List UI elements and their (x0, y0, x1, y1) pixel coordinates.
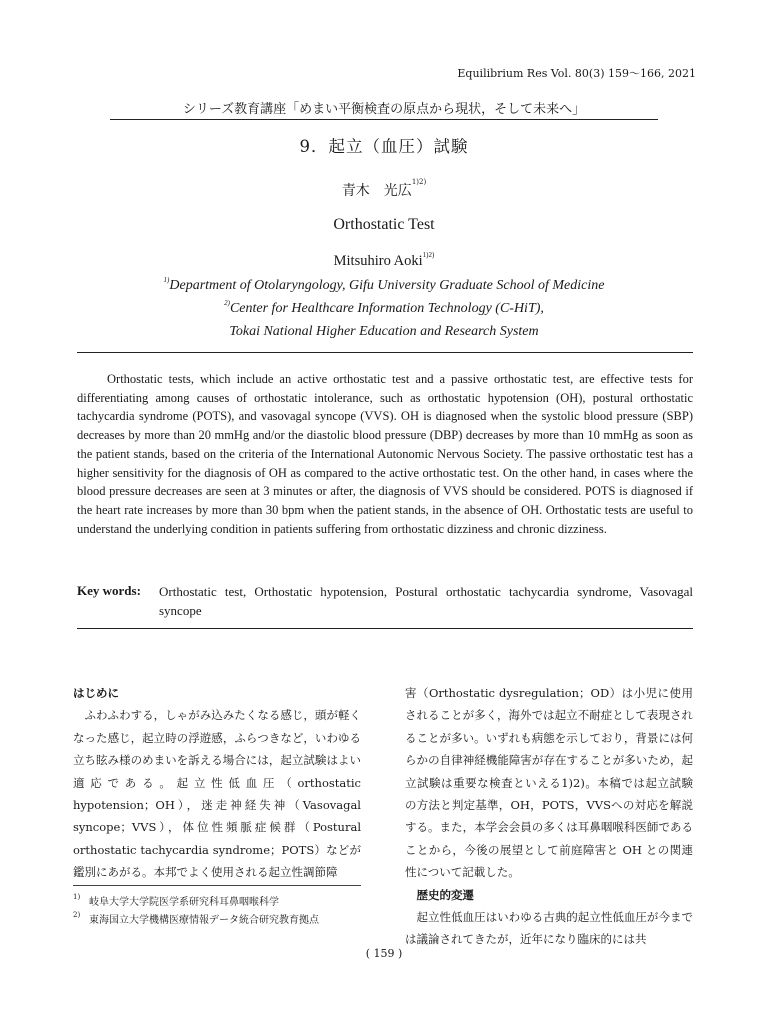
keywords-label: Key words: (77, 583, 141, 598)
series-title: シリーズ教育講座「めまい平衡検査の原点から現状，そして未来へ」 (110, 98, 658, 120)
article-title-jp: 9．起立（血圧）試験 (299, 137, 469, 156)
journal-citation: Equilibrium Res Vol. 80(3) 159〜166, 2021 (457, 67, 696, 80)
article-title-en: Orthostatic Test (333, 216, 435, 233)
divider-bottom (77, 628, 693, 629)
footnote-divider (73, 885, 361, 886)
affiliation-3: Tokai National Higher Education and Research System (229, 324, 539, 339)
section-heading-history: 歴史的変遷 (416, 887, 474, 902)
body-column-left (73, 682, 361, 884)
body-column-right (405, 682, 693, 951)
body-paragraph: ふわふわする，しゃがみ込みたくなる感じ，頭が軽くなった感じ，起立時の浮遊感，ふらつきなど，いわゆる立ち眩み様のめまいを訴える場合には，起立試験はよい適応である。起立性低血圧（orthostatic hypotension；OH），迷走神経失神（Vasovagal syncope；VVS），体位性頻脈症候群（Postural orthostatic tachycardia syndrome；POTS）などが鑑別にあがる。本邦でよく使用される起立性調節障 (73, 708, 361, 880)
keywords: Orthostatic test, Orthostatic hypotension, Postural orthostatic tachycardia syndrome, Vasovagal syncope (159, 584, 693, 618)
body-paragraph: 起立性低血圧はいわゆる古典的起立性低血圧が今までは議論されてきたが，近年になり臨床的には共 (405, 910, 693, 947)
author-jp-affiliation-mark: 1)2) (411, 178, 427, 186)
affiliation-1: $^{1)}$Department of Otolaryngology, Gifu University Graduate School of Medicine (163, 276, 605, 293)
author-en-affiliation-mark: 1)2) (422, 251, 435, 259)
footnote-1: 1) 岐阜大学大学院医学系研究科耳鼻咽喉科学 (73, 893, 279, 908)
divider-top (77, 352, 693, 353)
footnote-2: 2) 東海国立大学機構医療情報データ統合研究教育拠点 (73, 911, 319, 926)
body-paragraph: 害（Orthostatic dysregulation；OD）は小児に使用されることが多く，海外では起立不耐症として表現されることが多い。いずれも病態を示しており，背景には何らかの自律神経機能障害が存在することが多いため，起立試験は重要な検査といえる1)2)。本稿では起立試験の方法と判定基準，OH，POTS，VVSへの対応を解説する。また，本学会会員の多くは耳鼻咽喉科医師であることから，今後の展望として前庭障害と OH との関連性について記載した。 (405, 686, 693, 880)
section-heading-intro: はじめに (73, 686, 119, 700)
page-number: ( 159 ) (365, 947, 403, 960)
author-jp: 青木 光広$^{1)2)}$ (341, 178, 427, 199)
abstract: Orthostatic tests, which include an active orthostatic test and a passive orthostatic test, are effective tests for differentiating among causes of orthostatic intolerance, such as orthostatic hypotension (OH), postural orthostatic tachycardia syndrome (POTS), and vasovagal syncope (VVS). OH is diagnosed when the systolic blood pressure (SBP) decreases by more than 20 mmHg and/or the diastolic blood pressure (DBP) decreases by more than 10 mmHg as soon as the patient stands, based on the criteria of the International Autonomic Nervous Society. The passive orthostatic test has a higher sensitivity for the diagnosis of OH as compared to the active orthostatic test. On the other hand, in cases where the blood pressure decreases are seen at 3 minutes or after, the diagnosis of VVS should be considered. POTS is diagnosed if the heart rate increases by more than 30 bpm when the patient stands, in the absence of OH. Orthostatic tests are useful to understand the underlying condition in patients suffering from orthostatic dizziness and chronic dizziness. (77, 372, 693, 536)
author-en: Mitsuhiro Aoki$^{1)2)}$ (333, 251, 435, 269)
affiliation-2: $^{2)}$Center for Healthcare Information Technology (C-HiT), (224, 299, 544, 316)
